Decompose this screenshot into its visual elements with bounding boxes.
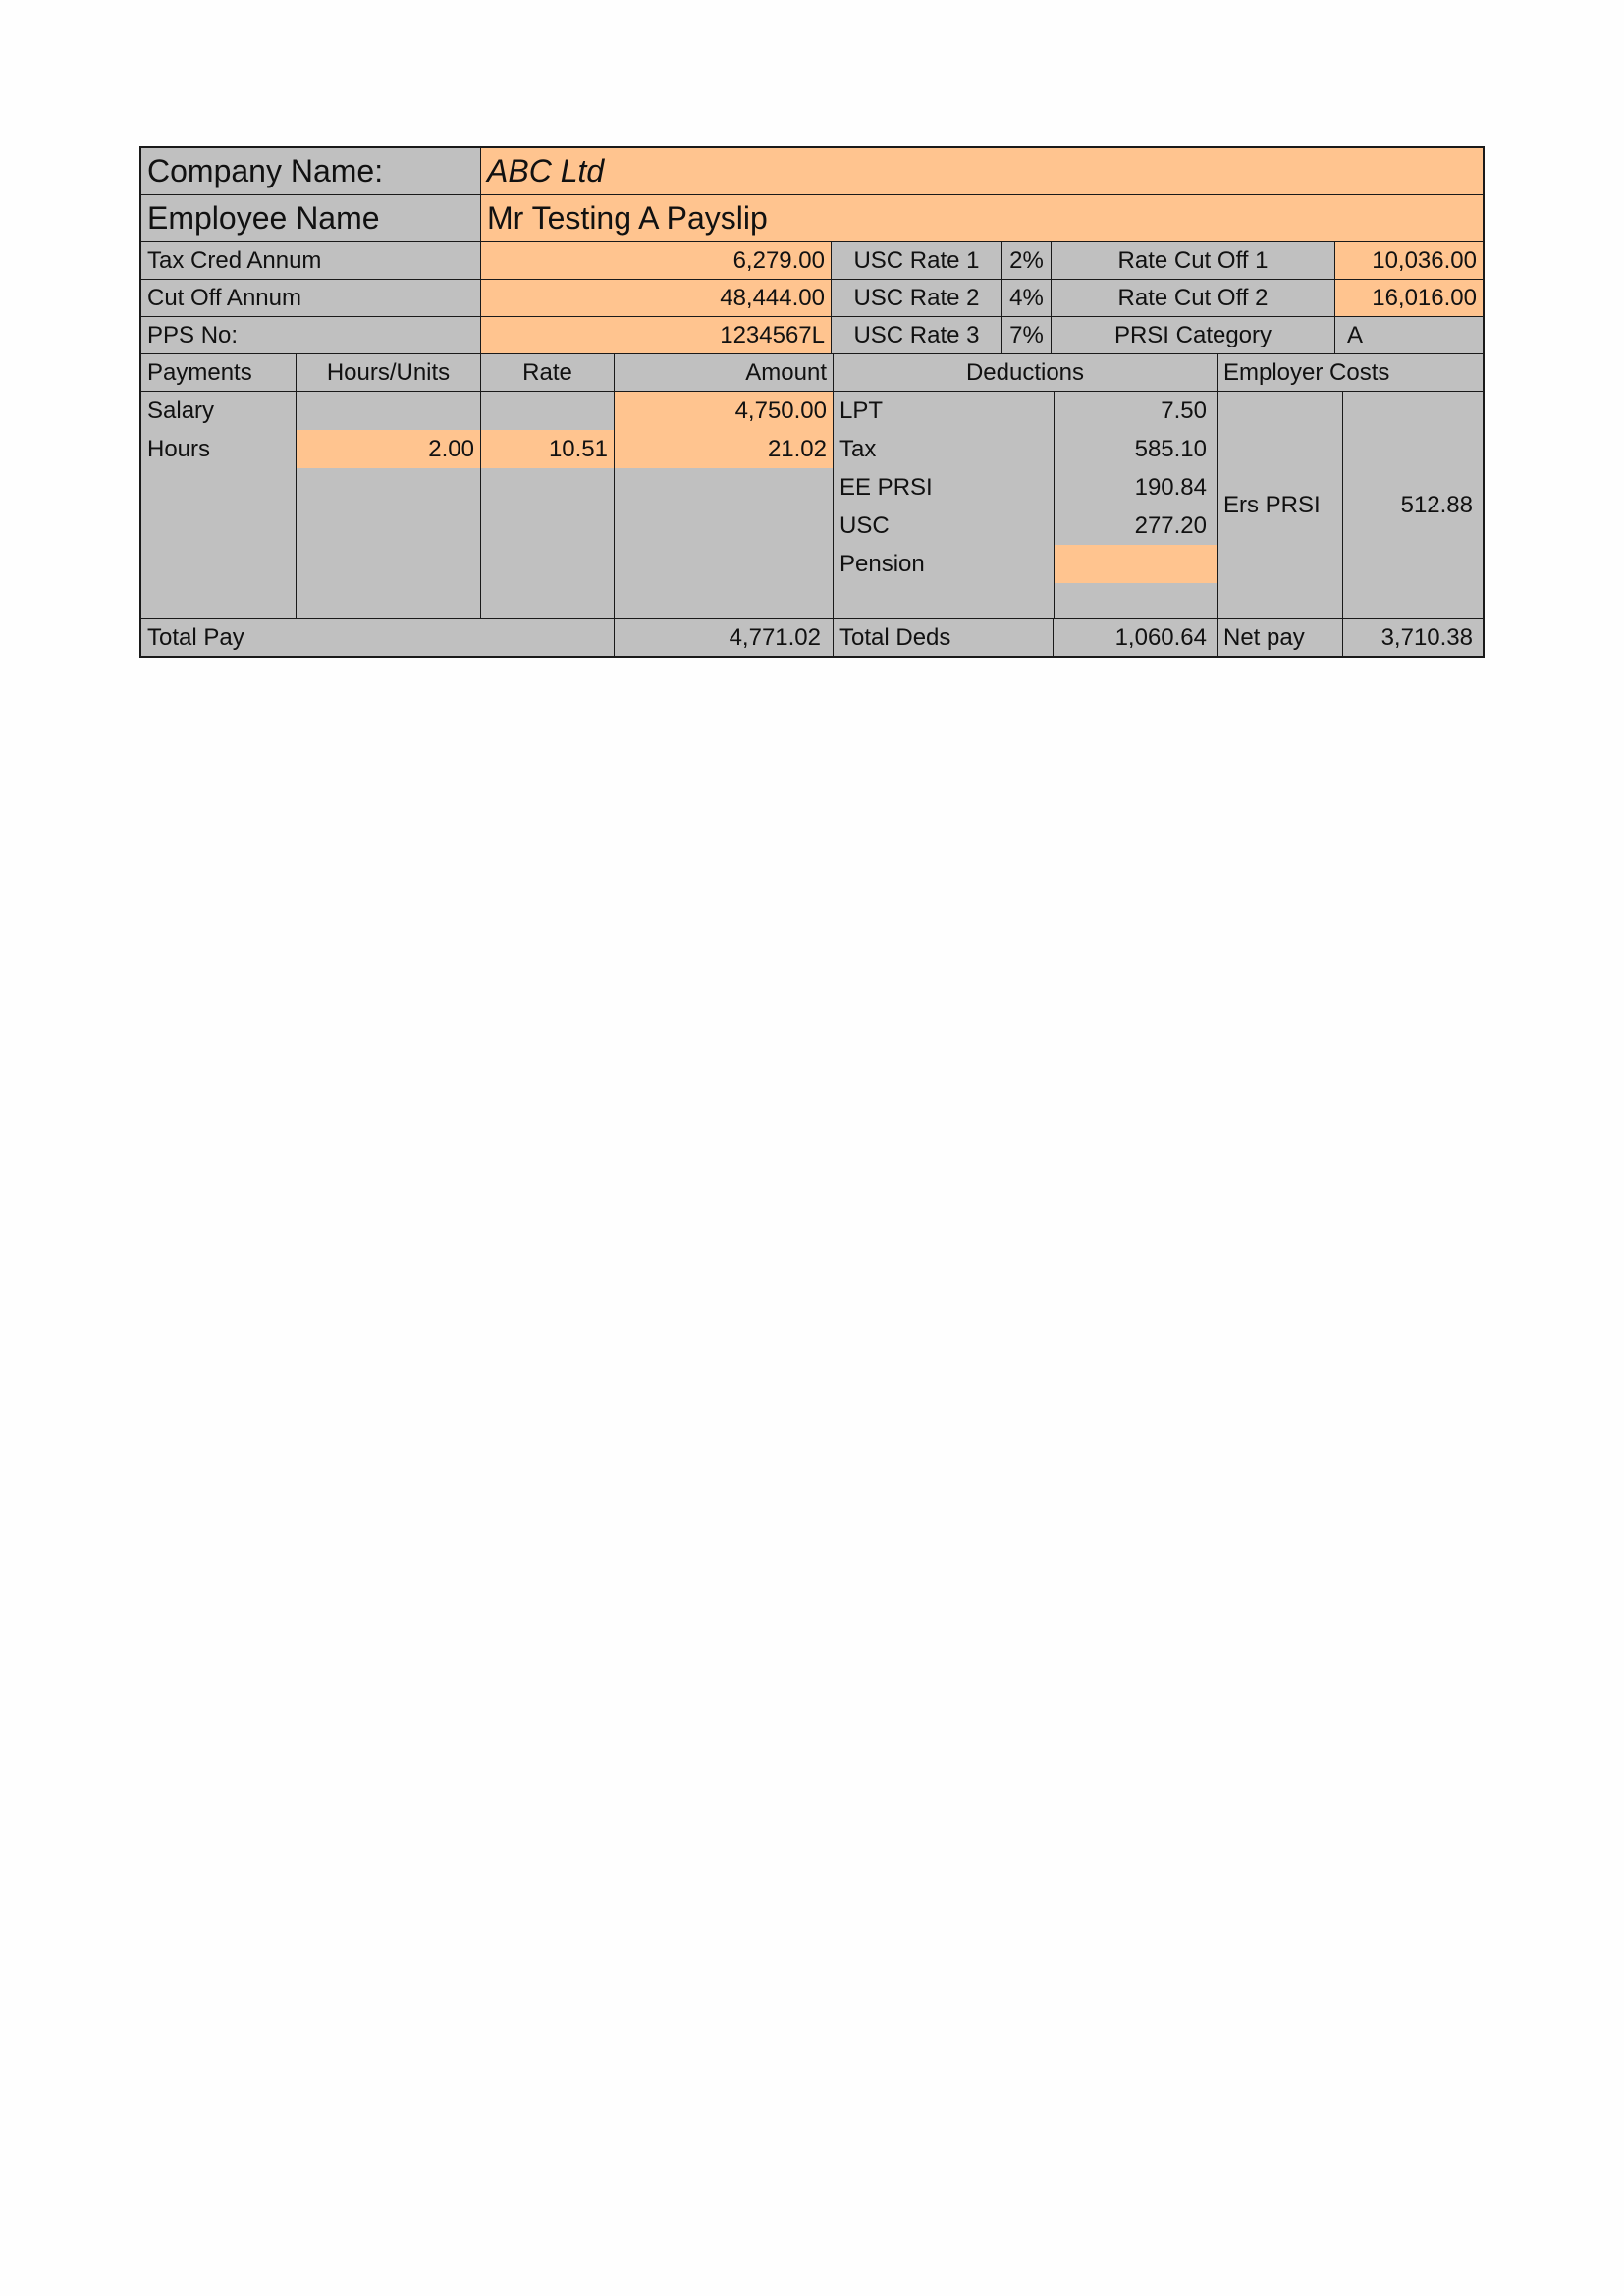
rate-header: Rate <box>481 354 615 391</box>
rate-column <box>481 392 615 618</box>
payment-rate[interactable]: 10.51 <box>481 430 614 468</box>
prsi-category-label: PRSI Category <box>1052 317 1335 353</box>
deduction-value[interactable]: 190.84 <box>1134 473 1207 501</box>
employee-value[interactable]: Mr Testing A Payslip <box>481 195 1483 241</box>
param-value[interactable]: 48,444.00 <box>481 280 832 316</box>
deduction-labels-column <box>834 392 1054 618</box>
hours-column <box>297 392 481 618</box>
cut-off-value[interactable]: 10,036.00 <box>1335 242 1483 279</box>
payment-hours[interactable]: 2.00 <box>297 430 480 468</box>
param-label: Cut Off Annum <box>141 280 481 316</box>
payment-amount[interactable]: 21.02 <box>615 430 833 468</box>
employer-cost-label: Ers PRSI <box>1223 491 1321 518</box>
usc-rate-label: USC Rate 1 <box>832 242 1002 279</box>
total-deds-label: Total Deds <box>834 619 1054 656</box>
payment-amount[interactable]: 4,750.00 <box>615 392 833 430</box>
payment-rate[interactable] <box>481 392 614 430</box>
employer-cost-value[interactable]: 512.88 <box>1400 491 1473 518</box>
param-value[interactable]: 6,279.00 <box>481 242 832 279</box>
total-pay-value: 4,771.02 <box>615 619 834 656</box>
net-pay-label: Net pay <box>1218 619 1343 656</box>
payment-label: Salary <box>147 397 215 424</box>
param-row <box>141 242 1483 280</box>
amount-column <box>615 392 834 618</box>
company-value[interactable]: ABC Ltd <box>481 148 1483 194</box>
column-header-row <box>141 354 1483 392</box>
usc-rate-label: USC Rate 2 <box>832 280 1002 316</box>
deduction-label: Tax <box>839 435 877 462</box>
deduction-value[interactable]: 7.50 <box>1161 397 1207 424</box>
param-row <box>141 280 1483 317</box>
cut-off-value[interactable]: 16,016.00 <box>1335 280 1483 316</box>
deduction-label: Pension <box>839 550 925 577</box>
param-label: Tax Cred Annum <box>141 242 481 279</box>
payment-label: Hours <box>147 435 211 462</box>
cut-off-label: Rate Cut Off 1 <box>1052 242 1335 279</box>
usc-rate-value[interactable]: 7% <box>1002 317 1052 353</box>
usc-rate-label: USC Rate 3 <box>832 317 1002 353</box>
deduction-label: EE PRSI <box>839 473 933 501</box>
payslip-sheet <box>139 146 1485 658</box>
deduction-value[interactable]: 277.20 <box>1134 511 1207 539</box>
deduction-label: LPT <box>839 397 884 424</box>
amount-header: Amount <box>615 354 834 391</box>
employee-row <box>141 195 1483 242</box>
payments-header: Payments <box>141 354 297 391</box>
totals-row <box>141 619 1483 656</box>
payment-hours[interactable] <box>297 392 480 430</box>
employer-cost-label-column <box>1218 392 1343 618</box>
deductions-header: Deductions <box>834 354 1218 391</box>
deduction-values-column <box>1054 392 1218 618</box>
usc-rate-value[interactable]: 2% <box>1002 242 1052 279</box>
pension-value[interactable] <box>1055 545 1217 583</box>
cut-off-label: Rate Cut Off 2 <box>1052 280 1335 316</box>
usc-rate-value[interactable]: 4% <box>1002 280 1052 316</box>
net-pay-value: 3,710.38 <box>1343 619 1483 656</box>
prsi-category-value[interactable]: A <box>1335 317 1483 353</box>
payments-column <box>141 392 297 618</box>
param-row <box>141 317 1483 354</box>
company-row <box>141 148 1483 195</box>
deduction-value[interactable]: 585.10 <box>1134 435 1207 462</box>
payslip-body <box>141 392 1483 619</box>
param-value[interactable]: 1234567L <box>481 317 832 353</box>
total-deds-value: 1,060.64 <box>1054 619 1218 656</box>
employer-costs-header: Employer Costs <box>1218 354 1483 391</box>
company-label: Company Name: <box>141 148 481 194</box>
hours-units-header: Hours/Units <box>297 354 481 391</box>
employer-cost-value-column <box>1343 392 1483 618</box>
param-label: PPS No: <box>141 317 481 353</box>
total-pay-label: Total Pay <box>141 619 615 656</box>
employee-label: Employee Name <box>141 195 481 241</box>
deduction-label: USC <box>839 511 890 539</box>
